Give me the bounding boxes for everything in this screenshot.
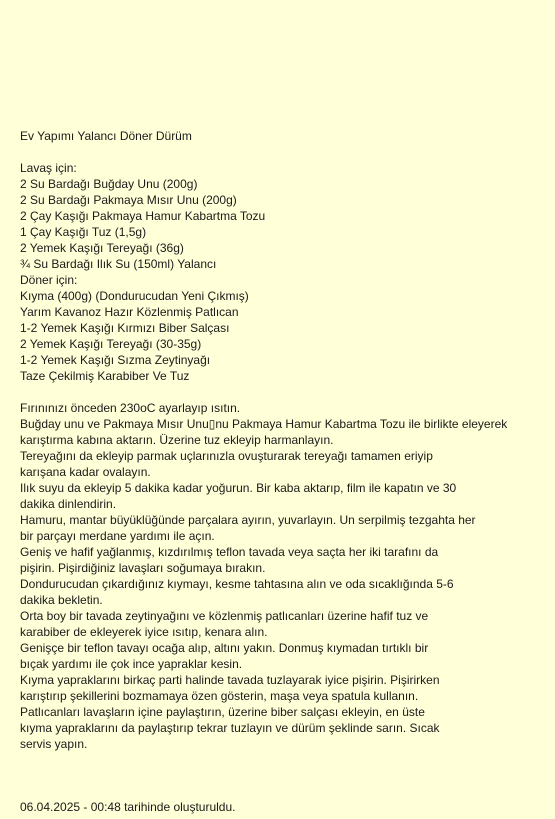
instruction-line: karışana kadar ovalayın.: [20, 465, 151, 479]
lavas-heading: Lavaş için:: [20, 161, 77, 175]
instruction-line: karabiber de ekleyerek iyice ısıtıp, kenara alın.: [20, 625, 268, 639]
ingredient-item: 2 Yemek Kaşığı Tereyağı (36g): [20, 241, 184, 255]
ingredient-item: 2 Çay Kaşığı Pakmaya Hamur Kabartma Tozu: [20, 209, 266, 223]
recipe-document: [20, 128, 550, 752]
instruction-line: Kıyma yapraklarını birkaç parti halinde tavada tuzlayarak iyice pişirin. Pişirirken: [20, 673, 440, 687]
ingredient-item: 1-2 Yemek Kaşığı Kırmızı Biber Salçası: [20, 321, 230, 335]
instruction-line: Buğday unu ve Pakmaya Mısır Unu▯nu Pakmaya Hamur Kabartma Tozu ile birlikte eleyerek: [20, 417, 508, 431]
ingredient-item: Kıyma (400g) (Dondurucudan Yeni Çıkmış): [20, 289, 249, 303]
ingredient-item: ¾ Su Bardağı Ilık Su (150ml) Yalancı: [20, 257, 217, 271]
instruction-line: pişirin. Pişirdiğiniz lavaşları soğumaya bırakın.: [20, 561, 266, 575]
ingredient-item: 2 Su Bardağı Pakmaya Mısır Unu (200g): [20, 193, 237, 207]
instruction-line: Dondurucudan çıkardığınız kıymayı, kesme tahtasına alın ve oda sıcaklığında 5-6: [20, 577, 454, 591]
instruction-line: bir parçayı merdane yardımı ile açın.: [20, 529, 215, 543]
ingredient-item: 2 Yemek Kaşığı Tereyağı (30-35g): [20, 337, 202, 351]
ingredient-item: Yarım Kavanoz Hazır Közlenmiş Patlıcan: [20, 305, 239, 319]
ingredient-item: 2 Su Bardağı Buğday Unu (200g): [20, 177, 198, 191]
instruction-line: Genişçe bir teflon tavayı ocağa alıp, altını yakın. Donmuş kıymadan tırtıklı bir: [20, 641, 429, 655]
instruction-line: karıştırıp şekillerini bozmamaya özen gösterin, maşa veya spatula kullanın.: [20, 689, 419, 703]
doner-heading: Döner için:: [20, 273, 78, 287]
ingredient-item: 1-2 Yemek Kaşığı Sızma Zeytinyağı: [20, 353, 211, 367]
instruction-line: servis yapın.: [20, 737, 88, 751]
instruction-line: karıştırma kabına aktarın. Üzerine tuz ekleyip harmanlayın.: [20, 433, 334, 447]
created-timestamp: 06.04.2025 - 00:48 tarihinde oluşturuldu.: [20, 800, 236, 814]
instruction-line: Fırınınızı önceden 230oC ayarlayıp ısıtın.: [20, 401, 241, 415]
instruction-line: Orta boy bir tavada zeytinyağını ve közlenmiş patlıcanları üzerine hafif tuz ve: [20, 609, 429, 623]
instruction-line: Ilık suyu da ekleyip 5 dakika kadar yoğurun. Bir kaba aktarıp, film ile kapatın ve 30: [20, 481, 457, 495]
instruction-line: Patlıcanları lavaşların içine paylaştırın, üzerine biber salçası ekleyin, en üste: [20, 705, 425, 719]
ingredient-item: Taze Çekilmiş Karabiber Ve Tuz: [20, 369, 190, 383]
instruction-line: bıçak yardımı ile çok ince yapraklar kesin.: [20, 657, 243, 671]
ingredient-item: 1 Çay Kaşığı Tuz (1,5g): [20, 225, 147, 239]
spacer: [20, 144, 550, 160]
instruction-line: Hamuru, mantar büyüklüğünde parçalara ayırın, yuvarlayın. Un serpilmiş tezgahta her: [20, 513, 476, 527]
spacer: [20, 384, 550, 400]
recipe-title: Ev Yapımı Yalancı Döner Dürüm: [20, 129, 192, 143]
instruction-line: Tereyağını da ekleyip parmak uçlarınızla ovuşturarak tereyağı tamamen eriyip: [20, 449, 433, 463]
instruction-line: dakika dinlendirin.: [20, 497, 117, 511]
instruction-line: kıyma yapraklarını da paylaştırıp tekrar tuzlayın ve dürüm şeklinde sarın. Sıcak: [20, 721, 440, 735]
instruction-line: Geniş ve hafif yağlanmış, kızdırılmış teflon tavada veya saçta her iki tarafını da: [20, 545, 439, 559]
instruction-line: dakika bekletin.: [20, 593, 103, 607]
